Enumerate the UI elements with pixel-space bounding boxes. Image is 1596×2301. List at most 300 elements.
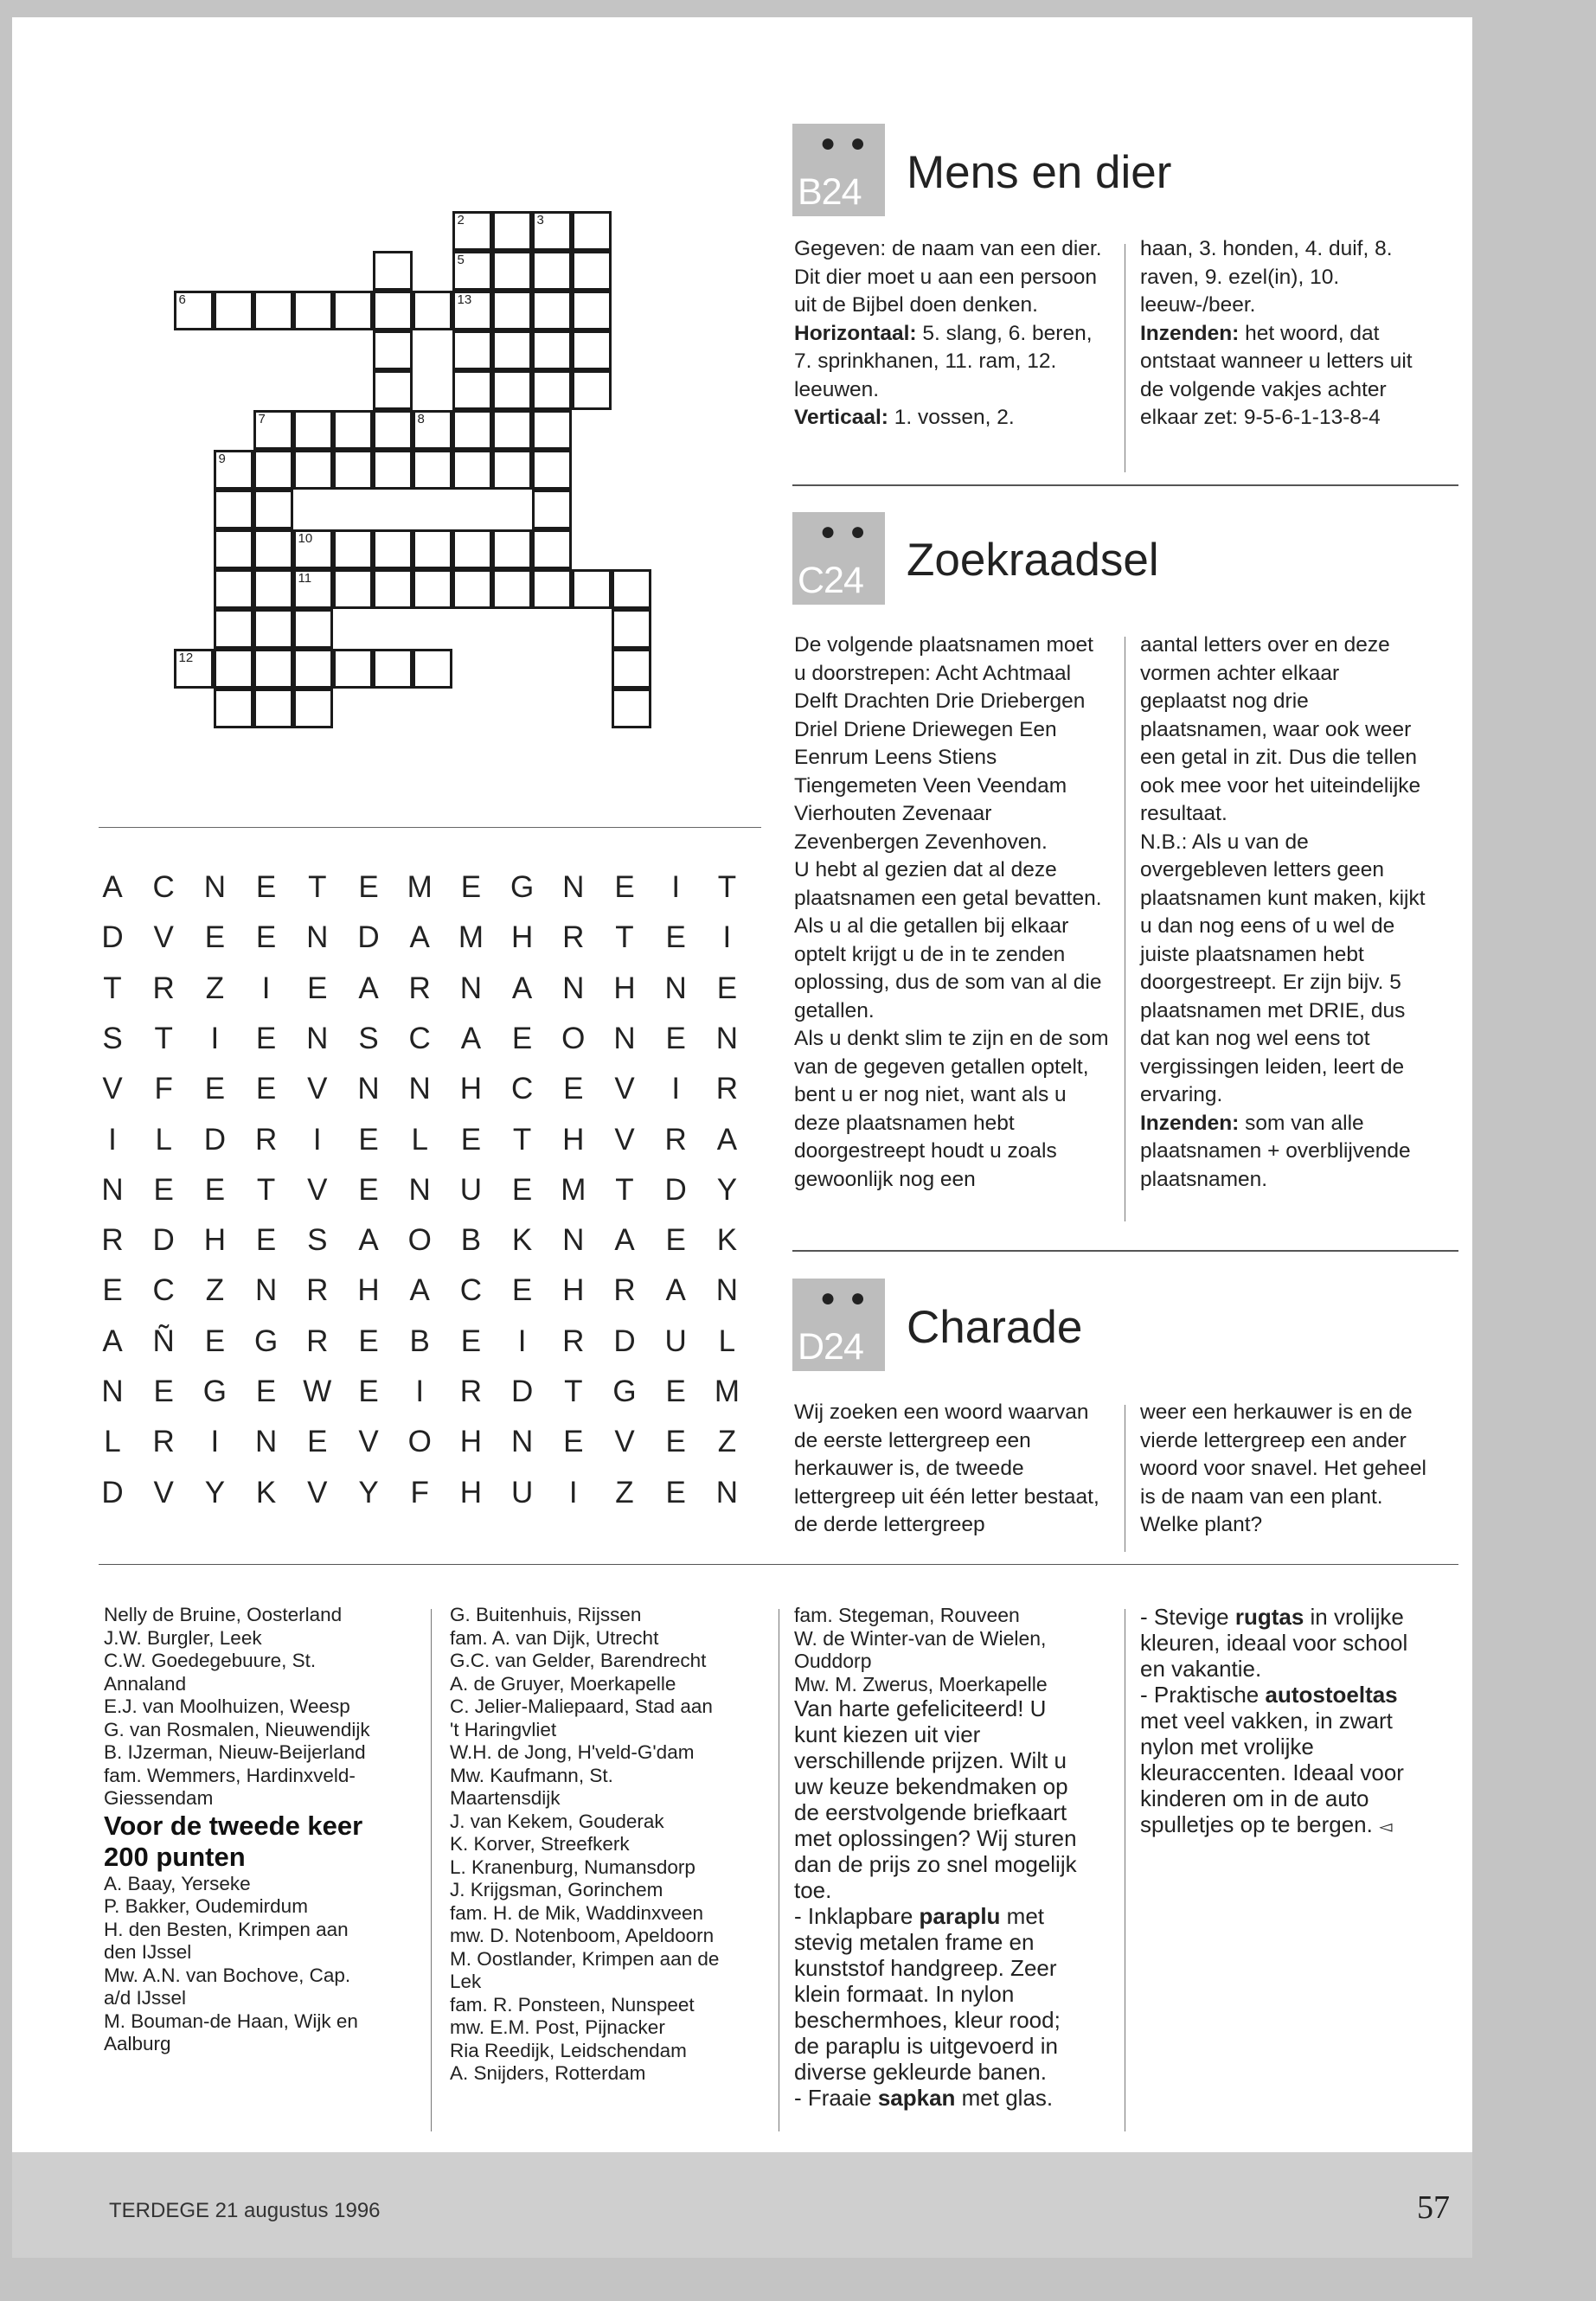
- winner-entry: Nelly de Bruine, Oosterland: [104, 1604, 343, 1625]
- wordsearch-row: [12, 913, 732, 962]
- wordsearch-letter: H: [459, 1475, 483, 1509]
- clue-number: 3: [536, 212, 544, 228]
- wordsearch-letter: T: [256, 1172, 276, 1207]
- wordsearch-letter: C: [408, 1021, 431, 1055]
- wordsearch-letter: R: [306, 1273, 329, 1308]
- wordsearch-letter: G: [253, 1324, 279, 1358]
- wordsearch-letter: I: [312, 1122, 322, 1157]
- wordsearch-letter: N: [254, 1273, 278, 1308]
- section-rule: [792, 484, 1458, 486]
- magazine-page: [12, 17, 1472, 2258]
- prize-pre: - Inklapbare: [794, 1903, 920, 1929]
- wordsearch-letter: C: [459, 1273, 483, 1308]
- wordsearch-letter: N: [101, 1375, 124, 1408]
- wordsearch-letter: S: [307, 1223, 328, 1258]
- b24-vert-cont: haan, 3. honden, 4. duif, 8. raven, 9. ezel(in), 10. leeuw-/beer.: [1140, 237, 1393, 317]
- wordsearch-letter: Y: [204, 1475, 226, 1509]
- wordsearch-letter: A: [358, 1223, 379, 1258]
- crossword-cell: [214, 689, 253, 728]
- prize-juice-jug: [794, 2085, 1085, 2111]
- horizontaal-text: 5. slang, 6. beren, 7. sprinkhanen, 11. ram, 12. leeuwen.: [794, 321, 1093, 401]
- inzenden-text: het woord, dat ontstaat wanneer u letters uit de volgende vakjes achter elkaar zet: 9-5-6-1-13-8-4: [1140, 321, 1413, 429]
- wordsearch-letter: O: [407, 1223, 432, 1258]
- crossword-cell: [532, 569, 572, 609]
- wordsearch-letter: G: [202, 1375, 227, 1408]
- wordsearch-row: [12, 965, 738, 1013]
- crossword-cell: [413, 410, 452, 450]
- b24-horizontaal: [794, 320, 1106, 405]
- wordsearch-letter: I: [722, 920, 732, 955]
- wordsearch-letter: V: [307, 1475, 328, 1509]
- wordsearch-letter: E: [307, 1425, 328, 1459]
- wordsearch-letter: E: [255, 920, 277, 955]
- crossword-cell: [492, 330, 532, 370]
- crossword-cell: [492, 291, 532, 330]
- crossword-cell: [532, 450, 572, 490]
- crossword-cell: [214, 649, 253, 689]
- crossword-cell: [293, 529, 333, 569]
- wordsearch-letter: L: [718, 1324, 736, 1358]
- crossword-cell: [612, 609, 651, 649]
- badge-code: C24: [798, 560, 863, 601]
- crossword-cell: [532, 529, 572, 569]
- crossword-cell: [253, 689, 293, 728]
- winner-entry: M. Bouman-de Haan, Wijk en Aalburg: [104, 2009, 358, 2054]
- winner-entry: A. Snijders, Rotterdam: [450, 2062, 646, 2084]
- prize-pre: - Fraaie: [794, 2085, 878, 2111]
- crossword-cell: [572, 251, 612, 291]
- badge-dots: ● ●: [820, 129, 869, 157]
- wordsearch-letter: Y: [716, 1172, 738, 1207]
- wordsearch-letter: A: [409, 1273, 430, 1308]
- winner-entry: G.C. van Gelder, Barendrecht: [450, 1650, 707, 1671]
- wordsearch-letter: K: [255, 1475, 277, 1509]
- wordsearch-letter: H: [459, 1072, 483, 1106]
- winner-entry: H. den Besten, Krimpen aan den IJssel: [104, 1918, 349, 1963]
- clue-number: 7: [258, 411, 266, 426]
- wordsearch-letter: N: [562, 1223, 585, 1258]
- crossword-cell: [413, 569, 452, 609]
- wordsearch-letter: N: [459, 971, 483, 1005]
- prize-name: sapkan: [877, 2085, 956, 2111]
- crossword-cell: [293, 291, 333, 330]
- winners-list-1: [104, 1604, 381, 1811]
- prize-name: autostoeltas: [1265, 1682, 1398, 1708]
- winner-entry: W. de Winter-van de Wielen, Ouddorp: [794, 1626, 1047, 1672]
- prize-backpack: [1140, 1604, 1426, 1682]
- crossword-cell: [572, 291, 612, 330]
- wordsearch-letter: E: [665, 1475, 686, 1509]
- b24-intro: Gegeven: de naam van een dier. Dit dier moet u aan een persoon uit de Bijbel doen denken.: [794, 237, 1102, 317]
- wordsearch-letter: U: [459, 1172, 483, 1207]
- wordsearch-letter: N: [715, 1021, 739, 1055]
- crossword-cell: [492, 211, 532, 251]
- wordsearch-letter: D: [664, 1172, 687, 1207]
- wordsearch-letter: N: [715, 1475, 739, 1509]
- clue-number: 12: [178, 650, 194, 665]
- wordsearch-letter: E: [460, 870, 482, 904]
- wordsearch-letter: E: [665, 920, 686, 955]
- wordsearch-letter: E: [153, 1375, 174, 1408]
- b24-verticaal: [794, 404, 1106, 433]
- wordsearch-letter: D: [203, 1122, 227, 1157]
- crossword-cell: [612, 649, 651, 689]
- wordsearch-letter: A: [665, 1273, 686, 1308]
- crossword-cell: [373, 569, 413, 609]
- footer-issue: TERDEGE 21 augustus 1996: [109, 2199, 381, 2222]
- wordsearch-letter: N: [664, 971, 687, 1005]
- d24-text1: Wij zoeken een woord waarvan de eerste lettergreep een herkauwer is, de tweede lettergreep uit één letter bestaat, de derde lettergreep: [794, 1400, 1099, 1536]
- wordsearch-letter: D: [101, 1475, 124, 1509]
- crossword-cell: [293, 609, 333, 649]
- verticaal-text: 1. vossen, 2.: [888, 406, 1015, 429]
- wordsearch-letter: E: [255, 1223, 277, 1258]
- wordsearch-letter: N: [613, 1021, 636, 1055]
- wordsearch-letter: U: [510, 1475, 534, 1509]
- crossword-cell: [532, 291, 572, 330]
- wordsearch-letter: V: [153, 920, 174, 955]
- crossword-cell: [452, 291, 492, 330]
- wordsearch-letter: G: [612, 1375, 637, 1408]
- page-number: 57: [1417, 2189, 1450, 2226]
- wordsearch-letter: T: [615, 920, 634, 955]
- wordsearch-letter: I: [671, 870, 681, 904]
- winner-entry: E.J. van Moolhuizen, Weesp: [104, 1695, 350, 1717]
- wordsearch-letter: I: [210, 1021, 220, 1055]
- wordsearch-letter: I: [210, 1425, 220, 1459]
- wordsearch-letter: A: [102, 870, 123, 904]
- crossword-cell: [492, 450, 532, 490]
- wordsearch-letter: L: [155, 1122, 172, 1157]
- horizontaal-label: Horizontaal:: [794, 321, 917, 345]
- winner-entry: B. IJzerman, Nieuw-Beijerland: [104, 1741, 366, 1763]
- crossword-cell: [373, 410, 413, 450]
- winner-entry: fam. Stegeman, Rouveen: [794, 1604, 1020, 1626]
- crossword-cell: [532, 410, 572, 450]
- prize-name: rugtas: [1234, 1604, 1304, 1630]
- winner-entry: Ria Reedijk, Leidschendam: [450, 2039, 687, 2061]
- crossword-cell: [373, 291, 413, 330]
- winner-entry: fam. R. Ponsteen, Nunspeet: [450, 1993, 695, 2016]
- wordsearch-letter: E: [255, 1021, 277, 1055]
- c24-p5: N.B.: Als u van de overgebleven letters geen plaatsnamen kunt maken, kijkt u dan nog eens of u wel de juiste plaatsnamen hebt doorgestreept. Er zijn bijv. 5 plaatsnamen met DRIE, dus dat kan nog wel eens tot vergissingen leiden, leert de ervaring.: [1140, 830, 1426, 1106]
- wordsearch-letter: R: [306, 1324, 329, 1358]
- d24-text2: weer een herkauwer is en de vierde lettergreep een ander woord voor snavel. Het geheel is de naam van een plant. Welke plant?: [1140, 1400, 1426, 1536]
- winner-entry: G. van Rosmalen, Nieuwendijk: [104, 1718, 370, 1740]
- wordsearch-letter: N: [254, 1425, 278, 1459]
- crossword-cell: [214, 569, 253, 609]
- crossword-cell: [253, 410, 293, 450]
- second-time-heading: Voor de tweede keer 200 punten: [104, 1810, 363, 1872]
- winner-entry: Mw. Kaufmann, St. Maartensdijk: [450, 1764, 613, 1809]
- wordsearch-letter: N: [562, 870, 585, 904]
- wordsearch-letter: E: [511, 1021, 533, 1055]
- wordsearch-letter: V: [153, 1475, 174, 1509]
- crossword-cell: [532, 330, 572, 370]
- wordsearch-row: [12, 1116, 738, 1164]
- crossword-cell: [492, 529, 532, 569]
- crossword-cell: [492, 569, 532, 609]
- wordsearch-letter: R: [101, 1223, 124, 1258]
- wordsearch-letter: R: [613, 1273, 636, 1308]
- wordsearch-letter: R: [562, 1324, 585, 1358]
- wordsearch-letter: I: [671, 1072, 681, 1106]
- crossword-cell: [333, 569, 373, 609]
- crossword-cell: [492, 251, 532, 291]
- wordsearch-letter: K: [511, 1223, 533, 1258]
- crossword-cell: [214, 490, 253, 529]
- prize-pre: - Praktische: [1140, 1682, 1266, 1708]
- wordsearch-letter: E: [511, 1172, 533, 1207]
- crossword-cell: [373, 649, 413, 689]
- prize-desc: met glas.: [955, 2085, 1054, 2111]
- crossword-cell: [452, 410, 492, 450]
- wordsearch-letter: E: [204, 1072, 226, 1106]
- winners-list-1b: [104, 1873, 381, 2056]
- c24-col1: [794, 631, 1111, 1194]
- wordsearch-letter: E: [307, 971, 328, 1005]
- wordsearch-letter: V: [614, 1122, 635, 1157]
- clue-number: 2: [457, 212, 465, 228]
- crossword-cell: [373, 450, 413, 490]
- crossword-cell: [572, 569, 612, 609]
- wordsearch-letter: M: [407, 870, 433, 904]
- wordsearch-letter: H: [562, 1122, 585, 1157]
- wordsearch-letter: E: [665, 1021, 686, 1055]
- crossword-cell: [572, 330, 612, 370]
- wordsearch-letter: N: [408, 1172, 431, 1207]
- wordsearch-letter: R: [254, 1122, 278, 1157]
- wordsearch-letter: D: [101, 920, 124, 955]
- crossword-cell: [293, 450, 333, 490]
- wordsearch-letter: G: [510, 870, 535, 904]
- wordsearch-letter: E: [614, 870, 635, 904]
- wordsearch-letter: N: [306, 920, 329, 955]
- b24-title: Mens en dier: [907, 147, 1172, 198]
- crossword-cell: [452, 251, 492, 291]
- winner-entry: J.W. Burgler, Leek: [104, 1626, 262, 1649]
- wordsearch-letter: R: [459, 1375, 483, 1408]
- d24-col1: [794, 1399, 1111, 1540]
- crossword-cell: [293, 410, 333, 450]
- winner-entry: C. Jelier-Maliepaard, Stad aan 't Haringvliet: [450, 1695, 713, 1740]
- winners-list-2: [450, 1604, 727, 2086]
- wordsearch-letter: E: [665, 1223, 686, 1258]
- wordsearch-row: [12, 1166, 738, 1215]
- winner-entry: A. de Gruyer, Moerkapelle: [450, 1672, 676, 1695]
- wordsearch-letter: V: [358, 1425, 379, 1459]
- wordsearch-letter: W: [303, 1375, 332, 1408]
- end-mark-icon: ◅: [1379, 1817, 1393, 1836]
- wordsearch-letter: O: [407, 1425, 432, 1459]
- winner-entry: mw. D. Notenboom, Apeldoorn: [450, 1925, 715, 1946]
- crossword-cell: [572, 370, 612, 410]
- crossword-cell: [333, 649, 373, 689]
- crossword-cell: [532, 370, 572, 410]
- wordsearch-letter: O: [561, 1021, 586, 1055]
- crossword-cell: [333, 529, 373, 569]
- wordsearch-letter: D: [613, 1324, 636, 1358]
- wordsearch-letter: A: [460, 1021, 482, 1055]
- wordsearch-letter: E: [204, 1324, 226, 1358]
- crossword-cell: [452, 569, 492, 609]
- wordsearch-letter: R: [408, 971, 431, 1005]
- wordsearch-row: [12, 1266, 739, 1315]
- wordsearch-letter: E: [255, 1072, 277, 1106]
- wordsearch-letter: I: [261, 971, 271, 1005]
- winners-rule: [99, 1564, 1458, 1565]
- crossword-cell: [452, 330, 492, 370]
- wordsearch-letter: M: [714, 1375, 740, 1408]
- winner-entry: G. Buitenhuis, Rijssen: [450, 1604, 642, 1625]
- clue-number: 11: [298, 570, 312, 586]
- wordsearch-letter: E: [358, 1375, 379, 1408]
- crossword-cell: [532, 211, 572, 251]
- winner-entry: Mw. A.N. van Bochove, Cap. a/d IJssel: [104, 1964, 351, 2009]
- crossword-cell: [214, 609, 253, 649]
- wordsearch-letter: A: [358, 971, 379, 1005]
- wordsearch-letter: B: [409, 1324, 430, 1358]
- wordsearch-letter: N: [306, 1021, 329, 1055]
- c24-title: Zoekraadsel: [907, 535, 1159, 586]
- wordsearch-letter: E: [102, 1273, 123, 1308]
- wordsearch-letter: N: [408, 1072, 431, 1106]
- wordsearch-letter: R: [152, 1425, 175, 1459]
- wordsearch-letter: A: [102, 1324, 123, 1358]
- wordsearch-letter: T: [615, 1172, 634, 1207]
- wordsearch-letter: N: [357, 1072, 380, 1106]
- winner-entry: mw. E.M. Post, Pijnacker: [450, 2016, 665, 2038]
- winner-entry: J. van Kekem, Gouderak: [450, 1810, 664, 1832]
- wordsearch-letter: C: [152, 870, 175, 904]
- c24-badge: [792, 512, 885, 605]
- clue-number: 9: [218, 451, 226, 466]
- wordsearch-letter: Y: [358, 1475, 379, 1509]
- crossword-cell: [253, 529, 293, 569]
- wordsearch-letter: D: [510, 1375, 534, 1408]
- wordsearch-letter: T: [512, 1122, 532, 1157]
- wordsearch-letter: H: [459, 1425, 483, 1459]
- crossword-cell: [293, 569, 333, 609]
- b24-col1: [794, 235, 1106, 433]
- clue-number: 10: [298, 530, 313, 546]
- crossword-cell: [532, 490, 572, 529]
- d24-badge: [792, 1279, 885, 1371]
- column-divider: [431, 1609, 432, 2131]
- wordsearch-row: [12, 863, 737, 912]
- wordsearch-letter: C: [152, 1273, 175, 1308]
- crossword-cell: [492, 410, 532, 450]
- crossword-cell: [612, 689, 651, 728]
- crossword-cell: [492, 370, 532, 410]
- congrats-text: Van harte gefeliciteerd! U kunt kiezen uit vier verschillende prijzen. Wilt u uw keuze bekendmaken op de eerstvolgende briefkaart met oplossingen? Wij sturen dan de prijs zo snel mogelijk toe.: [794, 1695, 1077, 1903]
- wordsearch-letter: I: [415, 1375, 425, 1408]
- wordsearch-row: [12, 1216, 738, 1265]
- wordsearch-letter: A: [409, 920, 430, 955]
- crossword-cell: [452, 529, 492, 569]
- wordsearch-letter: M: [458, 920, 484, 955]
- wordsearch-letter: T: [564, 1375, 583, 1408]
- crossword-cell: [253, 649, 293, 689]
- crossword-cell: [333, 291, 373, 330]
- wordsearch-letter: E: [460, 1122, 482, 1157]
- crossword-cell: [532, 251, 572, 291]
- wordsearch-letter: K: [716, 1223, 738, 1258]
- wordsearch-letter: M: [561, 1172, 586, 1207]
- clue-number: 8: [417, 411, 425, 426]
- crossword-cell: [293, 689, 333, 728]
- c24-col2: [1140, 631, 1430, 1194]
- wordsearch-letter: B: [460, 1223, 482, 1258]
- prize-name: paraplu: [919, 1903, 1001, 1929]
- crossword-cell: [333, 450, 373, 490]
- crossword-cell: [413, 529, 452, 569]
- crossword-cell: [612, 569, 651, 609]
- winner-entry: J. Krijgsman, Gorinchem: [450, 1879, 663, 1900]
- inzenden-label: Inzenden:: [1140, 321, 1240, 345]
- winners-col3: [794, 1604, 1085, 2111]
- winner-entry: W.H. de Jong, H'veld-G'dam: [450, 1741, 695, 1763]
- wordsearch-letter: N: [203, 870, 227, 904]
- wordsearch-letter: L: [411, 1122, 428, 1157]
- wordsearch-letter: F: [154, 1072, 173, 1106]
- wordsearch-letter: E: [460, 1324, 482, 1358]
- wordsearch-letter: H: [203, 1223, 227, 1258]
- wordsearch-letter: E: [204, 1172, 226, 1207]
- wordsearch-letter: Ñ: [152, 1324, 175, 1358]
- d24-col2: [1140, 1399, 1430, 1540]
- wordsearch-letter: S: [102, 1021, 123, 1055]
- verticaal-label: Verticaal:: [794, 406, 888, 429]
- crossword-cell: [214, 450, 253, 490]
- wordsearch-letter: T: [717, 870, 737, 904]
- crossword-cell: [452, 370, 492, 410]
- wordsearch-rule: [99, 827, 761, 828]
- crossword-cell: [452, 211, 492, 251]
- badge-code: D24: [798, 1326, 863, 1368]
- clue-number: 13: [457, 292, 472, 307]
- clue-number: 6: [178, 292, 186, 307]
- crossword-cell: [253, 291, 293, 330]
- crossword-cell: [253, 450, 293, 490]
- wordsearch-letter: H: [357, 1273, 380, 1308]
- wordsearch-row: [12, 1469, 739, 1517]
- wordsearch-letter: N: [101, 1172, 124, 1207]
- crossword-cell: [214, 529, 253, 569]
- prize-desc: in vrolijke kleuren, ideaal voor school en vakantie.: [1140, 1604, 1408, 1682]
- wordsearch-letter: T: [154, 1021, 173, 1055]
- inzenden-text: som van alle plaatsnamen + overblijvende plaatsnamen.: [1140, 1111, 1411, 1191]
- badge-dots: ● ●: [820, 1284, 869, 1312]
- wordsearch-letter: N: [715, 1273, 739, 1308]
- wordsearch-letter: E: [665, 1375, 686, 1408]
- wordsearch-letter: E: [153, 1172, 174, 1207]
- crossword-cell: [452, 450, 492, 490]
- wordsearch-letter: V: [102, 1072, 123, 1106]
- wordsearch-row: [12, 1015, 739, 1063]
- c24-p3: Als u denkt slim te zijn en de som van de gegeven getallen optelt, bent u er nog niet, want als u deze plaatsnamen hebt doorgestreept houdt u zoals gewoonlijk nog een: [794, 1027, 1109, 1191]
- wordsearch-letter: V: [307, 1172, 328, 1207]
- winners-col1: [104, 1604, 381, 2056]
- wordsearch-letter: S: [358, 1021, 379, 1055]
- winners-col4: [1140, 1604, 1426, 1840]
- c24-p1: De volgende plaatsnamen moet u doorstrepen: Acht Achtmaal Delft Drachten Drie Driebergen Driel Driene Driewegen Een Eenrum Leens Stiens Tiengemeten Veen Veendam Vierhouten Zevenaar Zevenbergen Zevenhoven.: [794, 633, 1093, 854]
- winner-entry: M. Oostlander, Krimpen aan de Lek: [450, 1947, 720, 1992]
- wordsearch-letter: H: [510, 920, 534, 955]
- b24-col2: [1140, 235, 1430, 433]
- wordsearch-letter: E: [204, 920, 226, 955]
- wordsearch-letter: I: [517, 1324, 527, 1358]
